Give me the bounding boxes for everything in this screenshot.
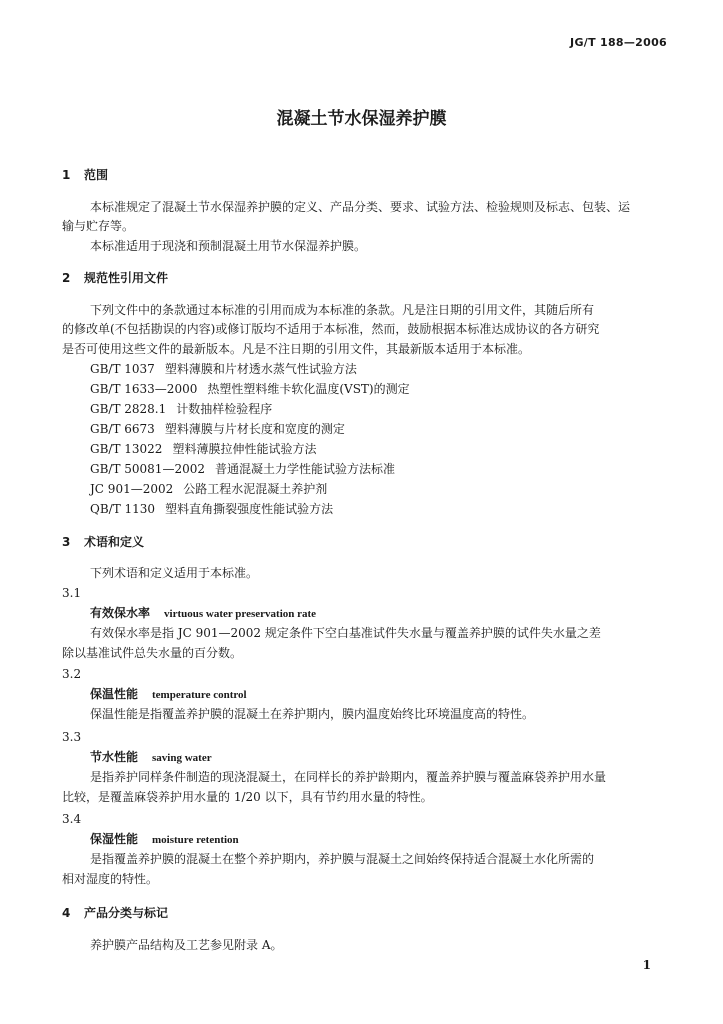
paragraph-line: 下列术语和定义适用于本标准。 [90,566,259,580]
reference-item [90,481,327,497]
paragraph-line: 输与贮存等。 [62,219,135,233]
reference-item [90,361,357,377]
section-number: 2 [62,271,71,285]
section-title: 产品分类与标记 [84,906,169,920]
reference-name: 塑料薄膜与片材长度和宽度的测定 [164,422,345,436]
reference-item [90,381,410,397]
reference-item [90,501,333,517]
section-title: 术语和定义 [84,535,145,549]
reference-item [90,401,272,417]
paragraph-line: 相对湿度的特性。 [62,872,159,886]
reference-name: 普通混凝土力学性能试验方法标准 [214,462,395,476]
section-1-heading [62,167,108,183]
reference-name: 塑料薄膜拉伸性能试验方法 [172,442,317,456]
paragraph-line: 除以基准试件总失水量的百分数。 [62,646,243,660]
section-title: 规范性引用文件 [84,271,169,285]
section-title: 范围 [84,168,109,182]
term-en: moisture retention [152,834,239,846]
paragraph-line: 保温性能是指覆盖养护膜的混凝土在养护期内，膜内温度始终比环境温度高的特性。 [90,707,535,721]
term-heading [90,605,316,622]
reference-name: 塑料直角撕裂强度性能试验方法 [165,502,334,516]
section-2-heading [62,270,168,286]
term-cn: 保温性能 [90,687,139,701]
term-heading [90,831,239,848]
reference-code: GB/T 6673 [90,422,155,436]
paragraph-line: 是否可使用这些文件的最新版本。凡是不注日期的引用文件，其最新版本适用于本标准。 [62,342,531,356]
reference-item [90,421,345,437]
term-heading [90,686,247,703]
paragraph-line: 本标准规定了混凝土节水保湿养护膜的定义、产品分类、要求、试验方法、检验规则及标志、包装、运 [90,200,631,214]
section-number: 1 [62,168,71,182]
reference-name: 公路工程水泥混凝土养护剂 [183,482,328,496]
term-en: virtuous water preservation rate [164,608,317,620]
term-number: 3.1 [62,586,82,600]
paragraph-line: 有效保水率是指 JC 901—2002 规定条件下空白基准试件失水量与覆盖养护膜的试件失水量之差 [90,626,601,640]
term-number: 3.2 [62,667,82,681]
reference-code: JC 901—2002 [90,482,174,496]
reference-name: 热塑性塑料维卡软化温度(VST)的测定 [207,382,410,396]
term-en: temperature control [152,689,247,701]
paragraph-line: 的修改单(不包括勘误的内容)或修订版均不适用于本标准，然而，鼓励根据本标准达成协议的各方研究 [62,322,600,336]
reference-name: 塑料薄膜和片材透水蒸气性试验方法 [164,362,357,376]
paragraph-line: 本标准适用于现浇和预制混凝土用节水保湿养护膜。 [90,239,367,253]
reference-code: GB/T 13022 [90,442,163,456]
section-3-heading [62,534,144,550]
term-en: saving water [152,752,212,764]
term-number: 3.3 [62,730,82,744]
term-cn: 有效保水率 [90,606,151,620]
reference-code: GB/T 1633—2000 [90,382,198,396]
standard-code: JG/T 188—2006 [570,36,667,49]
paragraph-line: 养护膜产品结构及工艺参见附录 A。 [90,938,283,952]
reference-item [90,441,316,457]
reference-item [90,461,395,477]
paragraph-line: 下列文件中的条款通过本标准的引用而成为本标准的条款。凡是注日期的引用文件，其随后所有 [90,303,595,317]
paragraph-line: 是指覆盖养护膜的混凝土在整个养护期内，养护膜与混凝土之间始终保持适合混凝土水化所需的 [90,852,595,866]
term-heading [90,749,212,766]
section-number: 4 [62,906,71,920]
paragraph-line: 比较，是覆盖麻袋养护用水量的 1/20 以下，具有节约用水量的特性。 [62,790,433,804]
term-number: 3.4 [62,812,82,826]
reference-name: 计数抽样检验程序 [176,402,273,416]
term-cn: 节水性能 [90,750,139,764]
reference-code: GB/T 1037 [90,362,155,376]
section-4-heading [62,905,168,921]
reference-code: GB/T 2828.1 [90,402,167,416]
reference-code: GB/T 50081—2002 [90,462,205,476]
document-title: 混凝土节水保湿养护膜 [276,109,447,129]
reference-code: QB/T 1130 [90,502,156,516]
term-cn: 保湿性能 [90,832,139,846]
paragraph-line: 是指养护同样条件制造的现浇混凝土，在同样长的养护龄期内，覆盖养护膜与覆盖麻袋养护用水量 [90,770,607,784]
section-number: 3 [62,535,71,549]
page-number: 1 [642,958,651,972]
